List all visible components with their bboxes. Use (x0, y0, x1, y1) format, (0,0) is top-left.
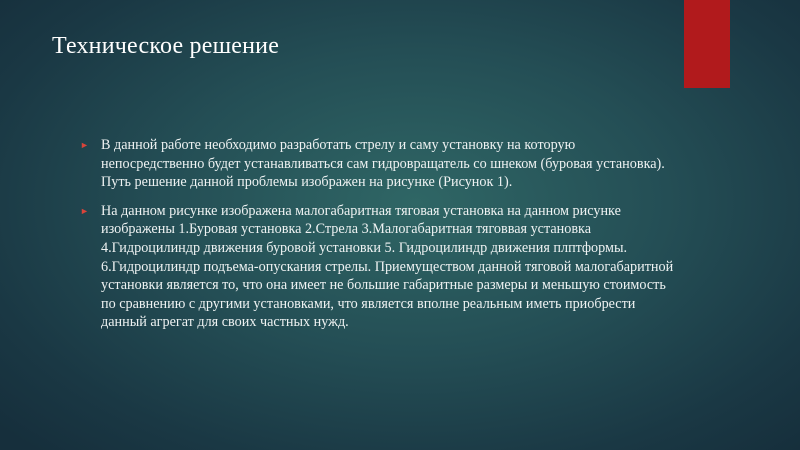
bullet-arrow-icon: ► (80, 205, 89, 216)
bullet-list (80, 136, 680, 342)
accent-bar (684, 0, 730, 88)
bullet-arrow-icon: ► (80, 140, 89, 150)
bullet-text: В данной работе необходимо разработать стрелу и саму установку на которую непосредственно будет устанавливаться сам гидровращатель со шнеком (буровая установка). Путь решение данной проблемы изображен на рисунке (Рисунок 1). (101, 137, 665, 191)
bullet-text: На данном рисунке изображена малогабаритная тяговая установка на данном рисунке изображены 1.Буровая установка 2.Стрела 3.Малогабаритная тяговвая установка 4.Гидроцилиндр движения буровой установки 5. Гидроцилиндр движения плптформы. 6.Гидроцилиндр подъема-опускания стрелы. Приемуществом данной тяговой малогабаритной установки является то, что она имеет не большие габаритные размеры и меньшую стоимость по сравнению с другими установками, что является вполне реальным иметь приобрести данный агрегат для своих частных нужд. (101, 202, 674, 331)
bullet-item (80, 136, 680, 192)
bullet-item (80, 202, 680, 332)
slide-title: Техническое решение (52, 33, 280, 59)
